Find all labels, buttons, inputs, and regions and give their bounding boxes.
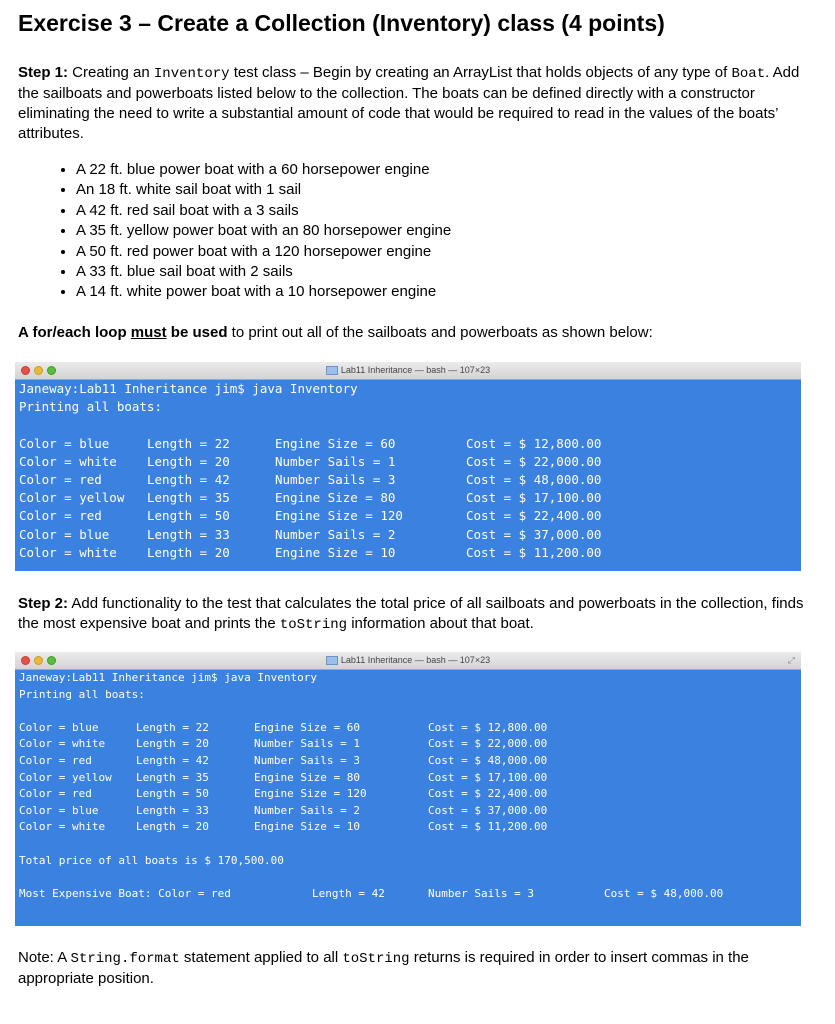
row-cost: Cost = $ 17,100.00 [466, 490, 602, 506]
terminal-row [19, 471, 801, 489]
row-spec: Engine Size = 80 [254, 770, 360, 784]
list-item: • A 50 ft. red power boat with a 120 horsepower engine [76, 242, 451, 262]
terminal-rows [19, 720, 801, 836]
row-length: Length = 35 [147, 490, 230, 506]
total-price-line: Total price of all boats is $ 170,500.00 [19, 853, 284, 867]
list-item: • A 14 ft. white power boat with a 10 horsepower engine [76, 282, 451, 302]
terminal-row [19, 507, 801, 525]
note-code-format: String.format [70, 951, 180, 967]
row-length: Length = 22 [136, 720, 209, 734]
terminal-window-2 [15, 652, 801, 926]
row-length: Length = 22 [147, 435, 230, 451]
terminal-titlebar [15, 362, 801, 380]
terminal-prompt: Janeway:Lab11 Inheritance jim$ java Inventory [19, 381, 358, 396]
row-spec: Engine Size = 10 [254, 820, 360, 834]
most-expensive-length: Length = 42 [312, 886, 385, 900]
step2-code-tostring: toString [279, 617, 348, 633]
row-length: Length = 20 [136, 820, 209, 834]
row-length: Length = 35 [136, 770, 209, 784]
step2-text-b: information about that boat. [347, 615, 534, 632]
page-title: Exercise 3 – Create a Collection (Inventory) class (4 points) [18, 10, 665, 36]
blank-line [19, 869, 801, 886]
terminal-header: Printing all boats: [19, 399, 162, 415]
list-item: • A 22 ft. blue power boat with a 60 horsepower engine [76, 160, 451, 180]
row-spec: Engine Size = 60 [275, 435, 396, 451]
terminal-row [19, 753, 801, 770]
terminal-title-text: Lab11 Inheritance — bash — 107×23 [340, 655, 491, 665]
list-item: • An 18 ft. white sail boat with 1 sail [76, 180, 451, 200]
note-text-b: statement applied to all [179, 949, 343, 966]
row-cost: Cost = $ 22,400.00 [466, 508, 602, 524]
row-spec: Number Sails = 2 [275, 526, 396, 542]
row-spec: Engine Size = 10 [275, 544, 396, 560]
terminal-row [19, 786, 801, 803]
step1-paragraph [18, 63, 818, 144]
row-length: Length = 42 [136, 753, 209, 767]
note-code-tostring: toString [342, 951, 410, 967]
terminal-row [19, 526, 801, 544]
step1-text-c: . Add the sailboats and powerboats listed below to the collection. The boats can be defined directly with a constructor eliminating the need to write a substantial amount of code that would be required to read in the values of the boats’ attributes. [18, 64, 800, 142]
row-color: Color = blue [19, 720, 99, 734]
row-length: Length = 20 [136, 737, 209, 751]
row-spec: Number Sails = 1 [275, 453, 396, 469]
row-color: Color = red [19, 787, 92, 801]
row-cost: Cost = $ 37,000.00 [428, 803, 548, 817]
row-color: Color = white [19, 737, 106, 751]
row-spec: Number Sails = 2 [254, 803, 360, 817]
terminal-row [19, 453, 801, 471]
list-item: • A 33 ft. blue sail boat with 2 sails [76, 262, 451, 282]
row-cost: Cost = $ 11,200.00 [428, 820, 548, 834]
note-text-a: Note: A [18, 949, 71, 966]
row-length: Length = 42 [147, 471, 230, 487]
row-cost: Cost = $ 22,000.00 [466, 453, 602, 469]
step1-label: Step 1: [18, 64, 69, 81]
terminal-prompt: Janeway:Lab11 Inheritance jim$ java Inventory [19, 671, 318, 684]
resize-icon[interactable]: ⤢ [787, 655, 795, 665]
terminal-rows [19, 435, 801, 562]
most-expensive-line [19, 886, 801, 903]
row-cost: Cost = $ 48,000.00 [428, 753, 548, 767]
terminal-row [19, 720, 801, 737]
row-color: Color = blue [19, 435, 110, 451]
folder-icon [326, 656, 338, 665]
step1-code-boat: Boat [731, 66, 766, 82]
boat-list [18, 160, 451, 303]
most-expensive-color: Most Expensive Boat: Color = red [19, 886, 231, 900]
loop-bold-must: must [130, 324, 167, 341]
list-item: • A 42 ft. red sail boat with a 3 sails [76, 201, 451, 221]
terminal-output [15, 670, 801, 902]
row-spec: Engine Size = 120 [275, 508, 403, 524]
row-length: Length = 20 [147, 453, 230, 469]
row-color: Color = white [19, 544, 117, 560]
step1-code-inventory: Inventory [153, 66, 230, 82]
row-cost: Cost = $ 22,400.00 [428, 787, 548, 801]
terminal-row [19, 544, 801, 562]
row-color: Color = blue [19, 526, 110, 542]
blank-line [19, 703, 801, 720]
terminal-titlebar [15, 652, 801, 670]
row-length: Length = 20 [147, 544, 230, 560]
row-cost: Cost = $ 12,800.00 [428, 720, 548, 734]
most-expensive-cost: Cost = $ 48,000.00 [604, 886, 724, 900]
step1-text-b: test class – Begin by creating an ArrayList that holds objects of any type of [229, 64, 732, 81]
loop-rest: to print out all of the sailboats and powerboats as shown below: [227, 324, 653, 341]
terminal-header: Printing all boats: [19, 687, 145, 701]
loop-instruction [18, 323, 818, 343]
row-color: Color = white [19, 453, 117, 469]
row-spec: Number Sails = 3 [254, 753, 360, 767]
terminal-title-text: Lab11 Inheritance — bash — 107×23 [340, 365, 491, 375]
step2-label: Step 2: [18, 595, 69, 612]
step2-paragraph [18, 594, 818, 635]
row-spec: Number Sails = 3 [275, 471, 396, 487]
row-color: Color = yellow [19, 770, 112, 784]
row-cost: Cost = $ 17,100.00 [428, 770, 548, 784]
row-color: Color = yellow [19, 490, 125, 506]
row-color: Color = white [19, 820, 106, 834]
row-color: Color = blue [19, 803, 99, 817]
terminal-row [19, 489, 801, 507]
row-cost: Cost = $ 48,000.00 [466, 471, 602, 487]
row-cost: Cost = $ 37,000.00 [466, 526, 602, 542]
terminal-row [19, 770, 801, 787]
folder-icon [326, 366, 338, 375]
loop-bold-a: A for/each loop [18, 324, 131, 341]
terminal-row [19, 819, 801, 836]
terminal-title [15, 655, 801, 665]
note-text-c: returns is required in order to insert commas in the appropriate position. [18, 949, 749, 987]
blank-line [19, 416, 801, 434]
row-spec: Engine Size = 120 [254, 787, 367, 801]
row-length: Length = 33 [136, 803, 209, 817]
step2-text-a: Add functionality to the test that calculates the total price of all sailboats and powerboats in the collection, finds the most expensive boat and prints the [18, 595, 804, 632]
most-expensive-sails: Number Sails = 3 [428, 886, 534, 900]
row-length: Length = 50 [147, 508, 230, 524]
row-color: Color = red [19, 471, 102, 487]
list-item: • A 35 ft. yellow power boat with an 80 horsepower engine [76, 221, 451, 241]
row-spec: Engine Size = 80 [275, 490, 396, 506]
row-length: Length = 50 [136, 787, 209, 801]
row-spec: Number Sails = 1 [254, 737, 360, 751]
step1-text-a: Creating an [68, 64, 154, 81]
row-cost: Cost = $ 12,800.00 [466, 435, 602, 451]
row-cost: Cost = $ 11,200.00 [466, 544, 602, 560]
terminal-output [15, 380, 801, 562]
row-cost: Cost = $ 22,000.00 [428, 737, 548, 751]
terminal-window-1 [15, 362, 801, 571]
note-paragraph [18, 948, 818, 989]
row-spec: Engine Size = 60 [254, 720, 360, 734]
terminal-row [19, 435, 801, 453]
terminal-title [15, 365, 801, 375]
row-color: Color = red [19, 508, 102, 524]
row-length: Length = 33 [147, 526, 230, 542]
loop-bold-b: be used [166, 324, 228, 341]
row-color: Color = red [19, 753, 92, 767]
terminal-row [19, 736, 801, 753]
blank-line [19, 836, 801, 853]
terminal-row [19, 803, 801, 820]
